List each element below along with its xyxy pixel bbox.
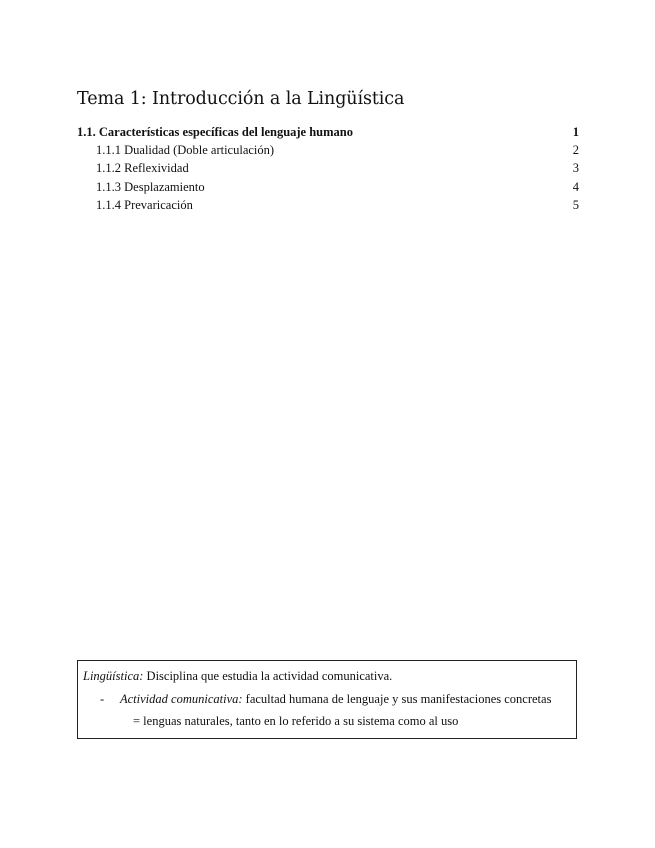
- sub-definition-line: [100, 691, 551, 707]
- toc-entry-text: 1.1.2 Reflexividad: [96, 161, 189, 176]
- toc-page-number: 2: [572, 143, 579, 158]
- bullet-dash: -: [100, 692, 105, 706]
- toc-entry: [77, 141, 579, 159]
- definition-text: Disciplina que estudia la actividad comunicativa.: [143, 669, 393, 683]
- table-of-contents: [77, 123, 579, 214]
- toc-entry: [77, 123, 579, 141]
- definition-term: Lingüística:: [83, 669, 144, 683]
- toc-entry: [77, 159, 579, 177]
- toc-entry-text: 1.1. Características específicas del lenguaje humano: [77, 125, 354, 139]
- toc-page-number: 4: [572, 179, 579, 194]
- toc-entry: [77, 178, 579, 196]
- toc-entry-text: 1.1.1 Dualidad (Doble articulación): [96, 143, 275, 158]
- toc-page-number: 5: [572, 197, 579, 212]
- toc-page-number: 1: [572, 125, 579, 139]
- toc-entry-text: 1.1.4 Prevaricación: [96, 197, 193, 212]
- definition-line: [83, 668, 392, 684]
- toc-entry-text: 1.1.3 Desplazamiento: [96, 179, 205, 194]
- sub-definition-text: facultad humana de lenguaje y sus manifestaciones concretas: [242, 692, 552, 706]
- toc-entry: [77, 196, 579, 214]
- sub-definition-continuation: = lenguas naturales, tanto en lo referido a su sistema como al uso: [133, 714, 459, 728]
- sub-definition-term: Actividad comunicativa:: [120, 692, 243, 706]
- page-title: Tema 1: Introducción a la Lingüística: [77, 88, 405, 109]
- toc-page-number: 3: [572, 161, 579, 176]
- definition-box: [77, 660, 577, 739]
